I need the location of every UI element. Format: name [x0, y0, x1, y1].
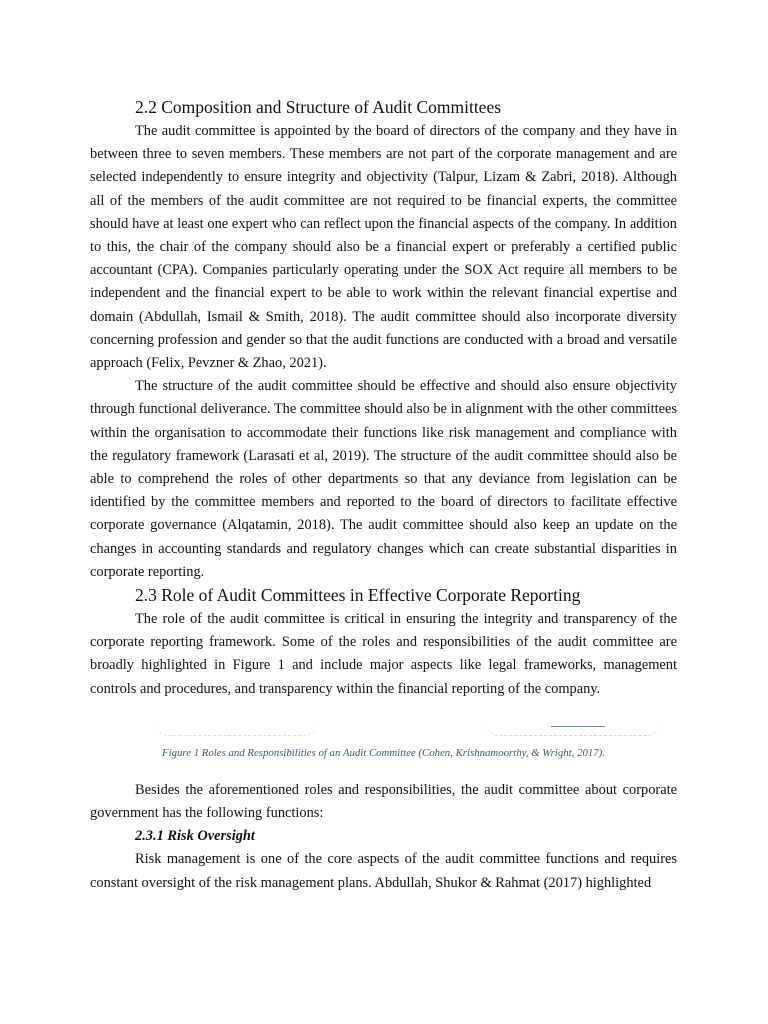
figure-1-image [90, 719, 677, 745]
section-2-3-paragraph-2: Besides the aforementioned roles and responsibilities, the audit committee about corporate government has the following functions: [90, 781, 677, 822]
section-2-2-heading: 2.2 Composition and Structure of Audit Committees [135, 97, 502, 117]
section-2-2-paragraph-1: The audit committee is appointed by the board of directors of the company and they have in between three to seven members. These members are not part of the corporate management and are selected independently to ensure integrity and objectivity (Talpur, Lizam & Zabri, 2018). Although all of the members of the audit committee are not required to be financial experts, the committee should have at least one expert who can reflect upon the financial aspects of the company. In addition to this, the chair of the company should also be a financial expert or preferably a certified public accountant (CPA). Companies particularly operating under the SOX Act require all members to be independent and the financial expert to be able to work within the relevant financial expertise and domain (Abdullah, Ismail & Smith, 2018). The audit committee should also incorporate diversity concerning profession and gender so that the audit functions are conducted with a broad and versatile approach (Felix, Pevzner & Zhao, 2021). [90, 123, 677, 372]
section-2-2-paragraph-2: The structure of the audit committee should be effective and should also ensure objectivity through functional deliverance. The committee should also be in alignment with the other committees within the organisation to accommodate their functions like risk management and compliance with the regulatory framework (Larasati et al, 2019). The structure of the audit committee should also be able to comprehend the roles of other departments so that any deviance from legislation can be identified by the committee members and reported to the board of directors to facilitate effective corporate governance (Alqatamin, 2018). The audit committee should also keep an update on the changes in accounting standards and regulatory changes which can create substantial disparities in corporate reporting. [90, 378, 677, 580]
document-page [90, 96, 677, 895]
figure-connector-line [551, 726, 605, 727]
figure-left-shape [154, 721, 318, 736]
section-2-3-1-paragraph-1: Risk management is one of the core aspects of the audit committee functions and requires constant oversight of the risk management plans. Abdullah, Shukor & Rahmat (2017) highlighted [90, 851, 677, 891]
section-2-3-heading: 2.3 Role of Audit Committees in Effective Corporate Reporting [135, 585, 581, 606]
section-2-3-paragraph-1: The role of the audit committee is critical in ensuring the integrity and transparency of the corporate reporting framework. Some of the roles and responsibilities of the audit committee are broadly highlighted in Figure 1 and include major aspects like legal frameworks, management controls and procedures, and transparency within the financial reporting of the company. [90, 611, 677, 697]
section-2-3-1-heading: 2.3.1 Risk Oversight [135, 828, 255, 845]
figure-1-caption: Figure 1 Roles and Responsibilities of an Audit Committee (Cohen, Krishnamoorthy, & Wright, 2017). [162, 746, 605, 759]
figure-right-shape [485, 721, 661, 736]
